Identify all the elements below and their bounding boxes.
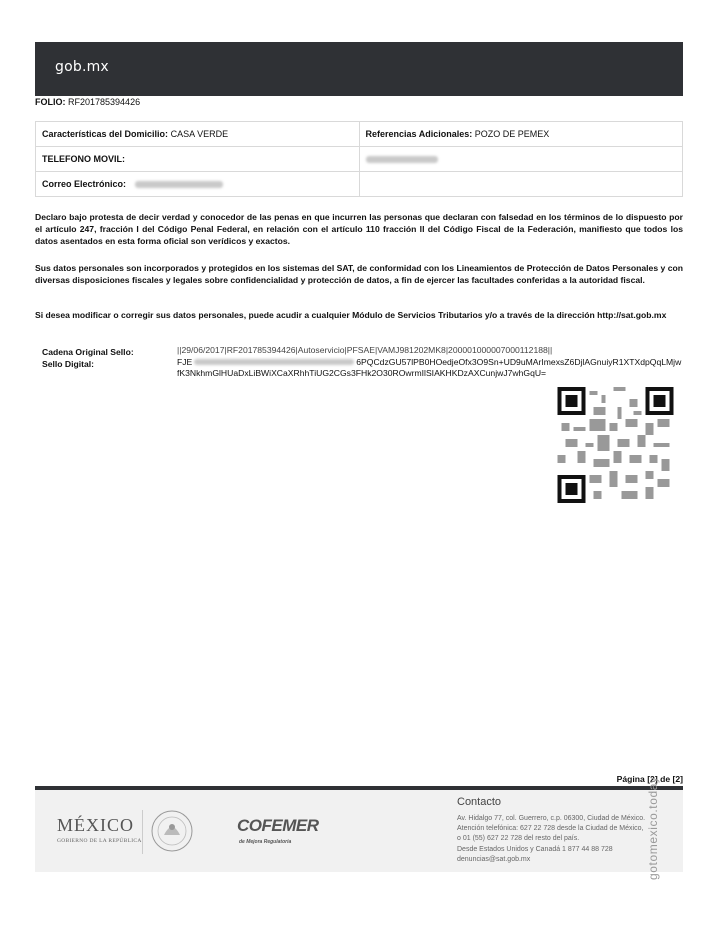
redacted-sello [194,359,354,365]
header-bar [35,42,683,96]
table-row [36,172,683,197]
domicilio-label: Características del Domicilio: [42,129,169,139]
contact-details [457,814,645,865]
correo-label: Correo Electrónico: [42,179,127,189]
table-row [36,122,683,147]
contact-phone-usa-canada: Desde Estados Unidos y Canadá 1 877 44 88 728 [457,845,613,853]
sello-digital-value [177,357,683,380]
mexico-logo-text: MÉXICO [57,815,134,835]
telefono-cell [36,147,360,172]
sello-rest: 6PQCdzGU57lPB0HOedjeOfx3O9Sn+UD9uMArImexsZ6DjlAGnuiyR1XTXdpQqLMjwfK3NkhmGlHUaDxLiBWiXCaXRhhTiUG2CGs3FHk2O30ROwrmIlSIAKHKDzAXCunjwJ7whGqU= [177,356,682,378]
redacted-email [135,181,223,188]
modify-data-paragraph: Si desea modificar o corregir sus datos personales, puede acudir a cualquier Módulo de Servicios Tributarios y/o a través de la dirección http://sat.gob.mx [35,310,667,320]
table-row [36,147,683,172]
cadena-original-value: ||29/06/2017|RF201785394426|Autoservicio|PFSAE|VAMJ981202MK8|200001000007000112188|| [177,345,553,355]
referencias-label: Referencias Adicionales: [365,129,473,139]
referencias-value: POZO DE PEMEX [474,129,550,139]
declaration-paragraph: Declaro bajo protesta de decir verdad y conocedor de las penas en que incurren las personas que declaran con falsedad en los términos de lo dispuesto por el artículo 247, fracción I del Código Penal Federal, en relación con el artículo 110 fracción II del Código Fiscal de la Federación, manifiesto que todos los datos asentados en esta forma oficial son verídicos y exactos. [35,212,683,246]
contact-phone-national: o 01 (55) 627 22 728 del resto del país. [457,835,580,843]
page-number: Página [2] de [2] [616,774,683,784]
contact-address: Av. Hidalgo 77, col. Guerrero, c.p. 06300, Ciudad de México. [457,815,646,822]
watermark: gotomexico.today [646,776,660,880]
folio-value: RF201785394426 [68,97,141,107]
sello-digital-label: Sello Digital: [42,358,95,369]
contact-title: Contacto [457,796,502,808]
folio [35,97,140,107]
national-seal-icon [150,809,194,853]
gobierno-logo-text: GOBIERNO DE LA REPÚBLICA [57,838,142,844]
telefono-value-cell [359,147,683,172]
referencias-cell [359,122,683,147]
domicilio-value: CASA VERDE [170,129,229,139]
cofemer-logo: COFEMER [237,816,319,835]
contact-phone-cdmx: Atención telefónica: 627 22 728 desde la Ciudad de México, [457,825,644,833]
correo-cell [36,172,360,197]
footer [35,786,683,872]
logo-divider [142,810,143,854]
contact-email[interactable]: denuncias@sat.gob.mx [457,855,531,863]
domicilio-cell [36,122,360,147]
qr-code [557,387,674,503]
signature-values [177,345,683,380]
address-info-table [35,121,683,197]
telefono-label: TELEFONO MOVIL: [42,154,125,164]
signature-labels [42,347,134,370]
redacted-phone [366,156,438,163]
folio-label: FOLIO: [35,97,66,107]
privacy-paragraph: Sus datos personales son incorporados y protegidos en los sistemas del SAT, de conformidad con los Lineamientos de Protección de Datos Personales y con diversas disposiciones fiscales y legales sobre confidencialidad y protección de datos, a fin de ejercer las facultades conferidas a la autoridad fiscal. [35,263,683,285]
cofemer-subtitle: de Mejora Regulatoria [239,839,292,845]
gobmx-logo[interactable]: gob.mx [55,59,109,75]
cadena-original-label: Cadena Original Sello: [42,347,134,357]
sello-start: FJE [177,356,193,367]
empty-cell [359,172,683,197]
